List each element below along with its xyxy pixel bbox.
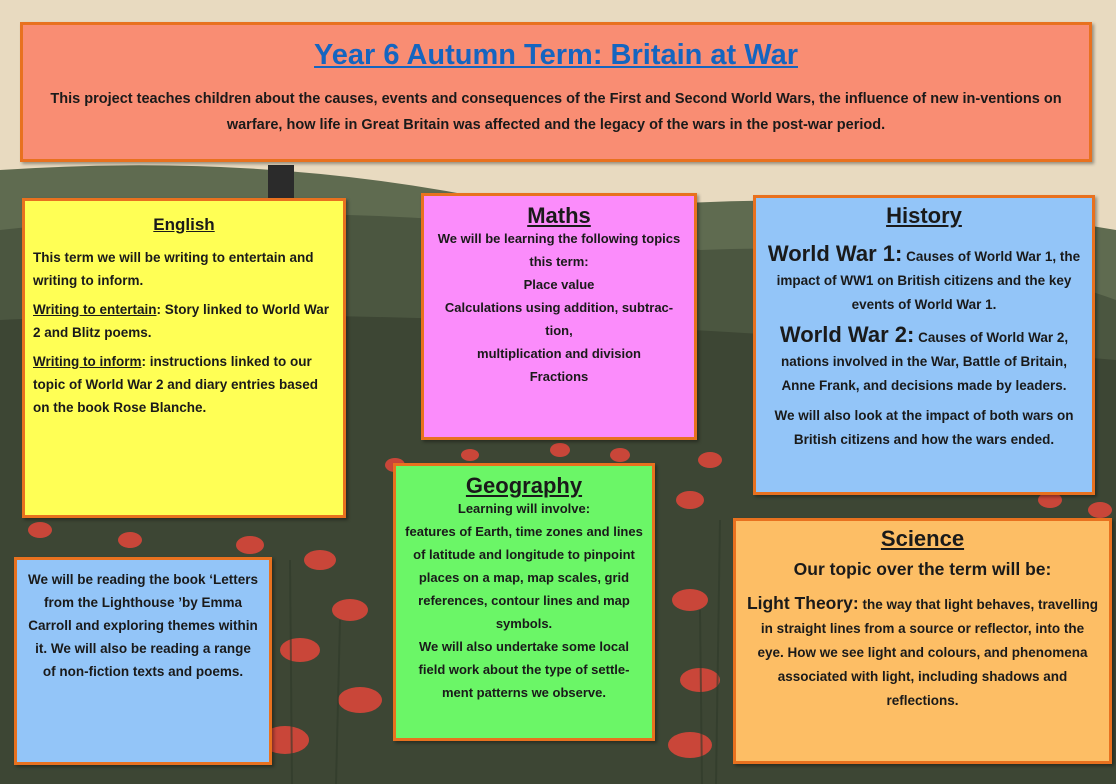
english-heading: English xyxy=(153,215,215,234)
page-title: Year 6 Autumn Term: Britain at War xyxy=(314,39,798,71)
banner-card xyxy=(20,22,1092,162)
maths-topic: Calculations using addition, subtrac-tion, xyxy=(444,300,674,338)
english-intro: This term we will be writing to entertain and writing to inform. xyxy=(33,250,314,288)
ww1-text: Causes of World War 1, the impact of WW1 on British citizens and the key events of World War 1. xyxy=(776,249,1081,312)
ww1-label: World War 1: xyxy=(767,241,903,266)
maths-topic: Fractions xyxy=(529,369,589,384)
project-description: This project teaches children about the causes, events and consequences of the First and Second World Wars, the influence of new in-ventions on warfare, how life in Great Britain was affected and the legacy of the wars in the post-war period. xyxy=(50,91,1062,133)
geography-card xyxy=(393,463,655,741)
entertain-label: Writing to entertain xyxy=(33,302,157,317)
maths-heading: Maths xyxy=(527,203,591,228)
inform-text: : instructions linked to our topic of World War 2 and diary entries based on the book Rose Blanche. xyxy=(33,354,319,415)
english-card xyxy=(22,198,346,518)
science-topic-intro: Our topic over the term will be: xyxy=(793,559,1052,579)
maths-card xyxy=(421,193,697,440)
inform-label: Writing to inform xyxy=(33,354,142,369)
english-inform xyxy=(33,350,335,419)
science-theory xyxy=(746,591,1099,713)
science-heading: Science xyxy=(880,526,965,551)
history-ww2 xyxy=(764,323,1084,398)
history-closing: We will also look at the impact of both wars on British citizens and how the wars ended. xyxy=(774,408,1074,447)
history-heading: History xyxy=(886,203,962,228)
english-entertain xyxy=(33,298,335,344)
theory-label: Light Theory: xyxy=(746,593,859,613)
ww2-text: Causes of World War 2, nations involved in the War, Battle of Britain, Anne Frank, and decisions made by leaders. xyxy=(780,330,1069,393)
theory-text: the way that light behaves, travelling in straight lines from a source or reflector, into the eye. How we see light and colours, and phenomena associated with light, including shadows and reflections. xyxy=(757,597,1099,708)
maths-topic: Place value xyxy=(523,277,595,292)
geography-fieldwork: We will also undertake some local field work about the type of settle-ment patterns we observe. xyxy=(418,639,630,700)
reading-card xyxy=(14,557,272,765)
maths-topic: multiplication and division xyxy=(477,346,641,361)
history-card xyxy=(753,195,1095,495)
science-card xyxy=(733,518,1112,764)
geography-intro: Learning will involve: xyxy=(457,501,591,516)
history-ww1 xyxy=(764,242,1084,317)
entertain-text: : Story linked to World War 2 and Blitz poems. xyxy=(33,302,330,340)
ww2-label: World War 2: xyxy=(779,322,915,347)
geography-body: features of Earth, time zones and lines of latitude and longitude to pinpoint places on a map, map scales, grid references, contour lines and map symbols. xyxy=(405,524,643,631)
reading-text: We will be reading the book ‘Letters from the Lighthouse ’by Emma Carroll and exploring themes within it. We will also be reading a range of non-fiction texts and poems. xyxy=(27,572,259,679)
geography-heading: Geography xyxy=(465,473,583,498)
maths-intro: We will be learning the following topics this term: xyxy=(437,231,681,269)
